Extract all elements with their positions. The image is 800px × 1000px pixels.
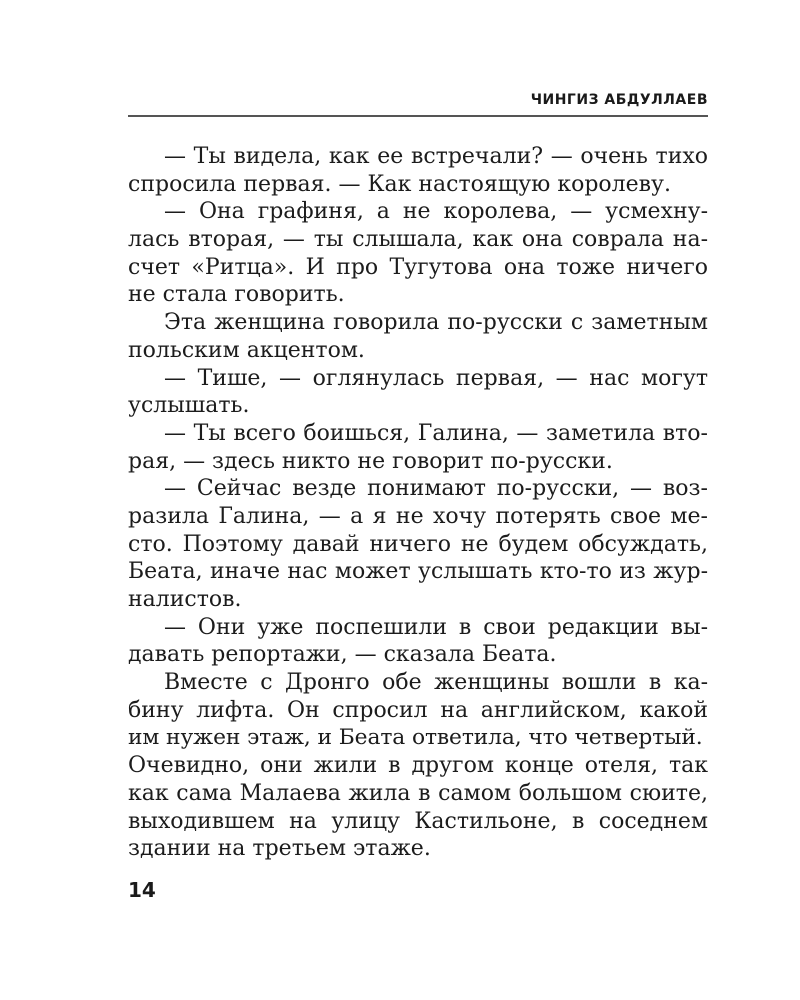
text-line: — Сейчас везде понимают по-русски, — воз- [164, 476, 708, 502]
text-line: выходившем на улицу Кастильоне, в соседнем [128, 808, 709, 834]
header-rule [128, 115, 708, 117]
text-line: налистов. [128, 587, 242, 612]
text-line: лась вторая, — ты слышала, как она соврала на- [128, 227, 709, 253]
text-line: как сама Малаева жила в самом большом сюите, [128, 780, 708, 806]
text-line: Вместе с Дронго обе женщины вошли в ка- [164, 670, 709, 696]
text-line: услышать. [128, 393, 250, 419]
text-line: — Она графиня, а не королева, — усмехну- [164, 199, 709, 225]
text-line: им нужен этаж, и Беата ответила, что четвертый. [128, 725, 703, 751]
text-line: бину лифта. Он спросил на английском, какой [128, 697, 708, 723]
text-line: сто. Поэтому давай ничего не будем обсуждать, [128, 531, 708, 557]
text-line: счет «Ритца». И про Тугутова она тоже ничего [128, 254, 709, 280]
text-line: давать репортажи, — сказала Беата. [128, 642, 557, 668]
text-line: — Они уже поспешили в свои редакции вы- [164, 614, 709, 640]
text-line: рая, — здесь никто не говорит по-русски. [128, 448, 613, 474]
text-line: — Ты видела, как ее встречали? — очень тихо [164, 144, 709, 169]
text-line: здании на третьем этаже. [128, 836, 431, 862]
page-number: 14 [128, 878, 156, 902]
text-line: спросила первая. — Как настоящую королеву. [128, 171, 671, 197]
body-text [128, 143, 708, 863]
text-line: разила Галина, — а я не хочу потерять свое ме- [128, 503, 708, 529]
text-line: — Тише, — оглянулась первая, — нас могут [164, 365, 709, 391]
text-line: — Ты всего боишься, Галина, — заметила вто- [164, 420, 708, 446]
text-line: не стала говорить. [128, 282, 345, 308]
running-header-author: ЧИНГИЗ АБДУЛЛАЕВ [530, 92, 708, 108]
text-line: Очевидно, они жили в другом конце отеля, так [128, 753, 709, 779]
text-line: Эта женщина говорила по-русски с заметным [164, 310, 708, 336]
text-line: польским акцентом. [128, 337, 365, 363]
text-line: Беата, иначе нас может услышать кто-то из жур- [128, 559, 709, 585]
